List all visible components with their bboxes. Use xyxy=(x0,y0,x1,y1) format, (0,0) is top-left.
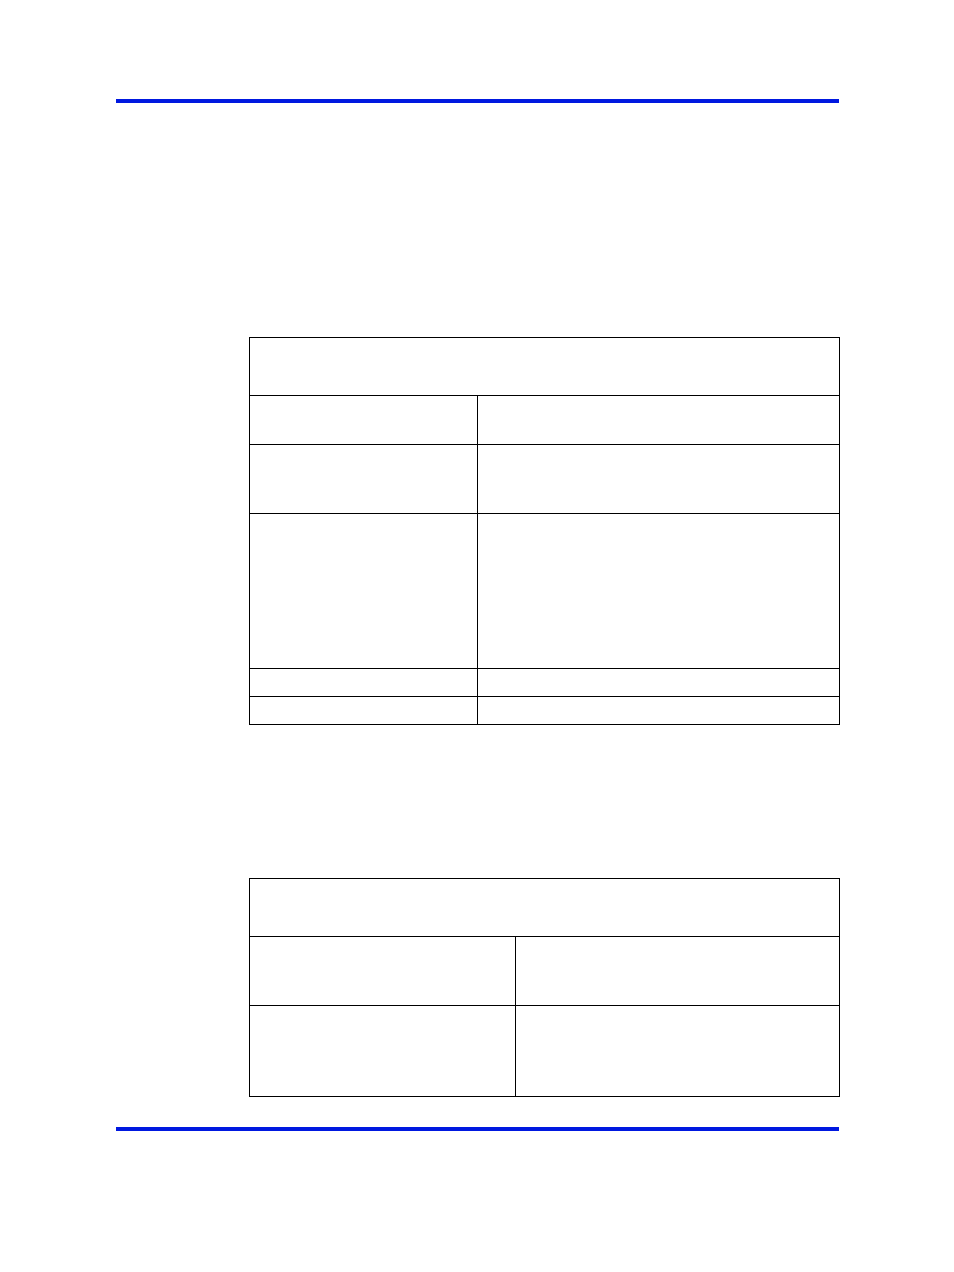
description-cell xyxy=(478,669,840,697)
description-cell xyxy=(478,514,840,669)
table-header-row xyxy=(250,879,840,937)
command-cell xyxy=(250,1006,516,1097)
description-cell xyxy=(516,937,840,1006)
table-row xyxy=(250,1006,840,1097)
command-cell xyxy=(250,396,478,445)
command-cell xyxy=(250,669,478,697)
command-cell xyxy=(250,514,478,669)
command-cell xyxy=(250,697,478,725)
table-row xyxy=(250,697,840,725)
table-row xyxy=(250,445,840,514)
table-header-row xyxy=(250,338,840,396)
table-row xyxy=(250,396,840,445)
header-rule xyxy=(116,99,839,103)
description-cell xyxy=(516,1006,840,1097)
description-cell xyxy=(478,697,840,725)
command-cell xyxy=(250,937,516,1006)
scheduler-commands-table xyxy=(249,337,840,725)
footer-rule xyxy=(116,1127,839,1131)
command-cell xyxy=(250,445,478,514)
table-row xyxy=(250,514,840,669)
scheduler-add-table xyxy=(249,878,840,1097)
table-title xyxy=(250,338,840,396)
description-cell xyxy=(478,396,840,445)
table-row xyxy=(250,669,840,697)
table-title xyxy=(250,879,840,937)
table-row xyxy=(250,937,840,1006)
description-cell xyxy=(478,445,840,514)
